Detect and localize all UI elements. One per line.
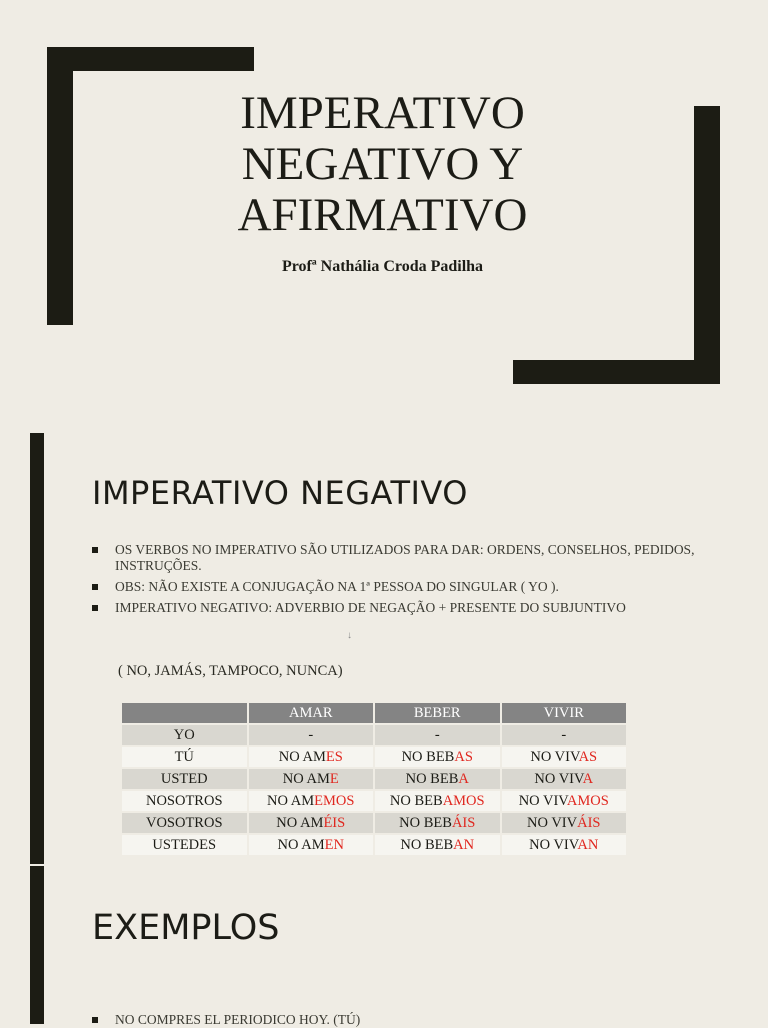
verb-ending: ÁIS <box>451 814 476 831</box>
slide-accent-bar <box>30 433 44 1024</box>
verb-stem: NO BEB <box>399 814 452 831</box>
conjugation-cell <box>375 791 500 811</box>
verb-stem: NO VIV <box>529 836 578 853</box>
square-bullet-icon <box>92 584 98 590</box>
verb-ending: AS <box>578 748 598 765</box>
bullet-text: IMPERATIVO NEGATIVO: ADVERBIO DE NEGAÇÃO + PRESENTE DO SUBJUNTIVO <box>115 600 626 615</box>
verb-stem: NO VIV <box>530 748 579 765</box>
verb-ending: AMOS <box>442 792 485 809</box>
conjugation-cell <box>375 725 500 745</box>
verb-ending: ES <box>325 748 343 765</box>
example-text: NO COMPRES EL PERIODICO HOY. (TÚ) <box>115 1012 361 1027</box>
bullet-list <box>92 542 702 621</box>
square-bullet-icon <box>92 547 98 553</box>
conjugation-cell <box>502 813 627 833</box>
table-header-vivir: VIVIR <box>502 703 627 723</box>
verb-stem: NO AM <box>276 814 324 831</box>
conjugation-cell <box>375 747 500 767</box>
conjugation-cell <box>249 725 374 745</box>
verb-ending: AS <box>454 748 473 765</box>
title-line-3: AFIRMATIVO <box>237 189 528 241</box>
verb-ending: ÉIS <box>323 814 346 831</box>
square-bullet-icon <box>92 605 98 611</box>
table-header-blank <box>122 703 247 723</box>
arrow-down-icon: ↓ <box>347 630 352 641</box>
verb-stem: - <box>561 726 567 743</box>
section-title-exemplos: EXEMPLOS <box>92 908 280 948</box>
verb-ending: AN <box>453 836 475 853</box>
table-row <box>122 747 626 767</box>
verb-stem: NO VIV <box>518 792 567 809</box>
conjugation-cell <box>502 747 627 767</box>
conjugation-cell <box>502 835 627 855</box>
verb-stem: NO BEB <box>401 748 455 765</box>
table-row <box>122 813 626 833</box>
square-bullet-icon <box>92 1017 98 1023</box>
table-row <box>122 791 626 811</box>
verb-stem: NO AM <box>282 770 330 787</box>
slide-separator <box>30 864 44 866</box>
verb-stem: NO BEB <box>389 792 443 809</box>
bullet-item <box>92 579 702 595</box>
title-line-1: IMPERATIVO <box>240 87 525 139</box>
conjugation-cell <box>502 791 627 811</box>
conjugation-cell <box>249 813 374 833</box>
section-title-imperativo-negativo: IMPERATIVO NEGATIVO <box>92 474 468 512</box>
frame-top-left-horizontal <box>47 47 254 71</box>
person-cell: YO <box>122 725 247 745</box>
conjugation-cell <box>375 769 500 789</box>
verb-stem: NO BEB <box>405 770 459 787</box>
verb-ending: EN <box>324 836 344 853</box>
verb-stem: - <box>434 726 440 743</box>
verb-stem: - <box>308 726 314 743</box>
conjugation-cell <box>249 747 374 767</box>
verb-stem: NO AM <box>267 792 315 809</box>
person-cell: TÚ <box>122 747 247 767</box>
verb-ending: A <box>582 770 594 787</box>
verb-ending: AN <box>577 836 599 853</box>
verb-ending: EMOS <box>314 792 355 809</box>
person-cell: USTED <box>122 769 247 789</box>
person-cell: USTEDES <box>122 835 247 855</box>
bullet-text: OS VERBOS NO IMPERATIVO SÃO UTILIZADOS PARA DAR: ORDENS, CONSELHOS, PEDIDOS, INSTRUÇÕES. <box>115 542 695 573</box>
table-header-beber: BEBER <box>375 703 500 723</box>
verb-ending: ÁIS <box>577 814 601 831</box>
page-title <box>160 88 605 241</box>
verb-stem: NO AM <box>278 748 326 765</box>
negation-adverbs: ( NO, JAMÁS, TAMPOCO, NUNCA) <box>118 663 343 679</box>
verb-stem: NO VIV <box>527 814 578 831</box>
verb-ending: A <box>458 770 469 787</box>
table-row <box>122 835 626 855</box>
conjugation-table <box>120 701 628 857</box>
example-item <box>92 1012 715 1028</box>
verb-ending: E <box>329 770 339 787</box>
conjugation-cell <box>249 835 374 855</box>
conjugation-cell <box>375 813 500 833</box>
conjugation-cell <box>502 769 627 789</box>
frame-top-left-vertical <box>47 47 73 325</box>
bullet-item <box>92 542 702 574</box>
verb-stem: NO VIV <box>534 770 583 787</box>
conjugation-cell <box>502 725 627 745</box>
verb-stem: NO AM <box>277 836 325 853</box>
title-line-2: NEGATIVO Y <box>241 138 524 190</box>
table-header-amar: AMAR <box>249 703 374 723</box>
conjugation-cell <box>375 835 500 855</box>
frame-bottom-right-horizontal <box>513 360 720 384</box>
verb-ending: AMOS <box>566 792 609 809</box>
bullet-item <box>92 600 702 616</box>
bullet-text: OBS: NÃO EXISTE A CONJUGAÇÃO NA 1ª PESSOA DO SINGULAR ( YO ). <box>115 579 559 594</box>
table-row <box>122 725 626 745</box>
author: Profª Nathália Croda Padilha <box>281 258 484 275</box>
conjugation-cell <box>249 769 374 789</box>
frame-bottom-right-vertical <box>694 106 720 384</box>
person-cell: NOSOTROS <box>122 791 247 811</box>
verb-stem: NO BEB <box>400 836 454 853</box>
table-header-row <box>122 703 626 723</box>
person-cell: VOSOTROS <box>122 813 247 833</box>
conjugation-cell <box>249 791 374 811</box>
table-row <box>122 769 626 789</box>
